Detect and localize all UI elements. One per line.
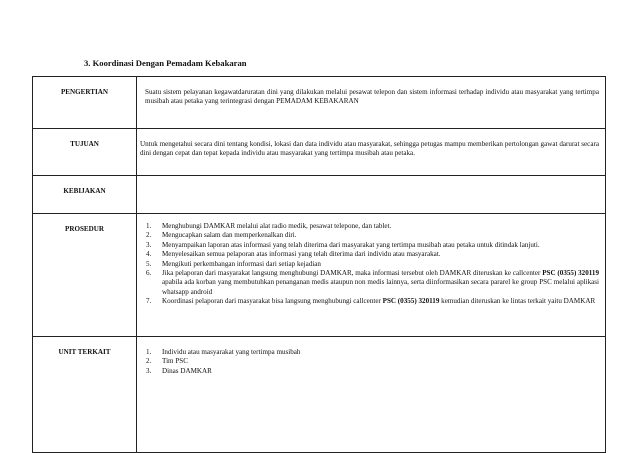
text-tujuan: Untuk mengetahui secara dini tentang kondisi, lokasi dan data individu atau masyarakat, sehingga petugas mampu memberikan pertolongan gawat darurat secara dini dengan cepat dan tepat kepada individu atau masyarakat yang tertimpa musibah atau petaka. — [140, 140, 599, 158]
label-tujuan: TUJUAN — [33, 129, 137, 176]
cell-unit-terkait — [137, 337, 606, 453]
row-kebijakan — [33, 176, 606, 214]
cell-tujuan — [137, 129, 606, 176]
label-prosedur: PROSEDUR — [33, 214, 137, 337]
label-unit-terkait: UNIT TERKAIT — [33, 337, 137, 453]
list-item: 1. Menghubungi DAMKAR melalui alat radio medik, pesawat telepone, dan tablet. — [146, 222, 392, 230]
list-item: 6. Jika pelaporan dari masyarakat langsung menghubungi DAMKAR, maka informasi tersebut oleh DAMKAR diteruskan ke callcenter PSC (0355) 320119 apabila ada korban yang membutuhkan penanganan medis ataupun non medis lainnya, serta diinformasikan secara pararel ke group PSC melalui aplikasi whatsapp android — [146, 269, 600, 296]
list-item: 2. Tim PSC — [146, 357, 188, 366]
list-item: 7. Koordinasi pelaporan dari masyarakat bisa langsung menghubungi callcenter PSC (0355) 320119 kemudian diteruskan ke lintas terkait yaitu DAMKAR — [146, 297, 596, 306]
list-item: 3. Dinas DAMKAR — [146, 366, 212, 375]
section-heading: 3. Koordinasi Dengan Pemadam Kebakaran — [84, 58, 247, 68]
list-item: 2. Mengucapkan salam dan memperkenalkan diri. — [146, 231, 297, 240]
row-prosedur — [33, 214, 606, 337]
row-pengertian — [33, 77, 606, 129]
cell-pengertian — [137, 77, 606, 129]
unit-terkait-list — [145, 348, 599, 376]
label-kebijakan: KEBIJAKAN — [33, 176, 137, 214]
cell-kebijakan — [137, 176, 606, 214]
list-item: 3. Menyampaikan laporan atas informasi yang telah diterima dari masyarakat yang tertimpa musibah atau petaka untuk ditindak lanjuti. — [146, 240, 540, 249]
phone-number: PSC (0355) 320119 — [382, 297, 440, 306]
row-unit-terkait — [33, 337, 606, 453]
phone-number: PSC (0355) 320119 — [542, 269, 600, 278]
cell-prosedur — [137, 214, 606, 337]
list-item: 1. Individu atau masyarakat yang tertimpa musibah — [146, 348, 301, 356]
text-kebijakan — [137, 176, 605, 191]
text-pengertian: Suatu sistem pelayanan kegawatdaruratan dini yang dilakukan melalui pesawat telepon dan sistem informasi terhadap individu atau masyarakat yang tertimpa musibah atau petaka yang terintegrasi dengan PEMADAM KEBAKARAN — [145, 88, 599, 106]
sop-table — [32, 76, 606, 453]
row-tujuan — [33, 129, 606, 176]
label-pengertian: PENGERTIAN — [33, 77, 137, 129]
list-item: 4. Menyelesaikan semua pelaporan atas informasi yang telah diterima dari individu atau masyarakat. — [146, 250, 441, 259]
prosedur-list — [145, 222, 599, 307]
list-item: 5. Mengikuti perkembangan informasi dari setiap kejadian — [146, 259, 321, 268]
